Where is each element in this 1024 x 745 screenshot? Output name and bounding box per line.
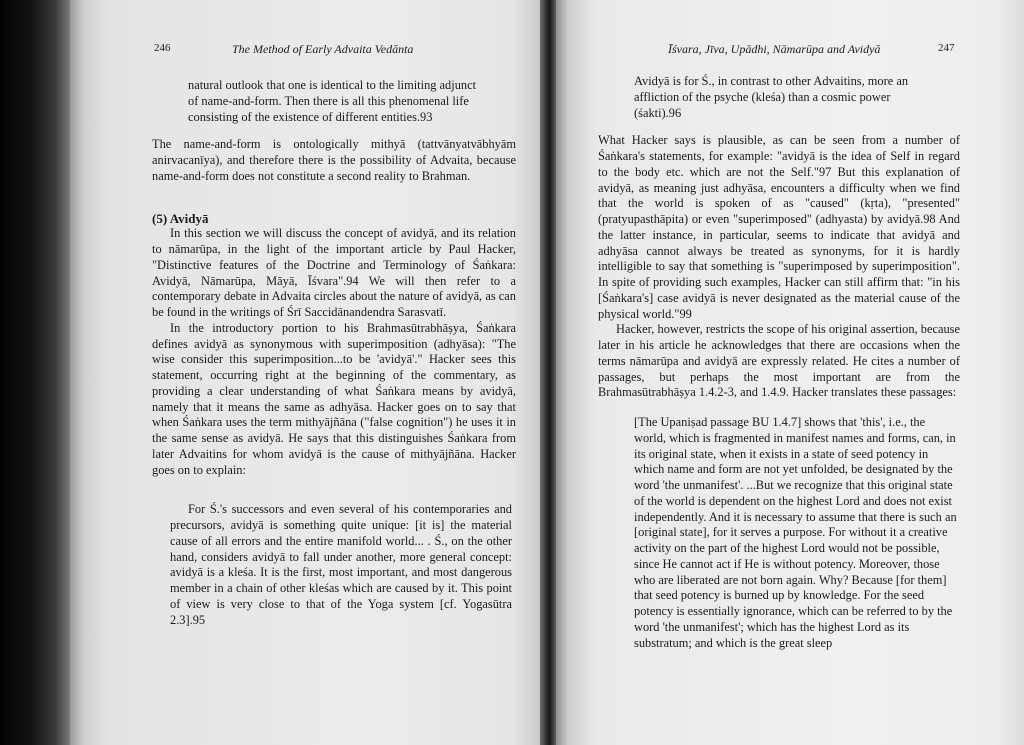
left-continued-quote: natural outlook that one is identical to the limiting adjunct of name-and-form. Then there is all this phenomenal life consisting of the existence of different entities.93 bbox=[188, 78, 477, 124]
left-block-quote: For Ś.'s successors and even several of his contemporaries and precursors, avidyā is something quite unique: [it is] the material cause of all errors and the entire manifold world... . Ś., on the other hand, considers avidyā to fall under another, more general concept: avidyā is a kleśa. It is the first, most important, and most dangerous member in a chain of other kleśas which are caused by it. This point of view is very close to that of the Yoga system [cf. Yogasūtra 2.3].95 bbox=[170, 502, 512, 627]
right-block-quote: [The Upaniṣad passage BU 1.4.7] shows that 'this', i.e., the world, which is fragmented in manifest names and forms, can, in its original state, when it exists in a state of seed potency in which name and form are not yet unfolded, be designated by the word 'the unmanifest'. ...But we recognize that this original state of the world is dependent on the highest Lord and does not exist independently. And it is necessary to assume that there is such an [original state], for it serves a purpose. For without it a creative activity on the part of the highest Lord would not be possible, since He cannot act if He is without potency. Moreover, those who are liberated are not born again. Why? Because [for them] that seed potency is burned up by knowledge. For the seed potency is essentially ignorance, which can be referred to by the word 'the unmanifest'; which has the highest Lord as its substratum; and which is the great sleep bbox=[634, 415, 957, 650]
para-intro-portion: In the introductory portion to his Brahmasūtrabhāṣya, Śaṅkara defines avidyā as synonymous with superimposition (adhyāsa): "The wise consider this superimposition...to be 'avidyā'." Hacker sees this statement, occurring right at the beginning of the commentary, as providing a clear understanding of what Śaṅkara means by avidyā, namely that it means the same as adhyāsa. Hacker goes on to say that when Śaṅkara uses the term mithyājñāna ("false cognition") he uses it in the same sense as avidyā. He says that this distinguishes Śaṅkara from later Advaitins for whom avidyā is the cause of mithyājñāna. Hacker goes on to explain: bbox=[152, 320, 516, 477]
left-running-head: The Method of Early Advaita Vedānta bbox=[232, 42, 414, 56]
right-continued-quote: Avidyā is for Ś., in contrast to other Advaitins, more an affliction of the psyche (kleśa) than a cosmic power (śakti).96 bbox=[634, 74, 909, 120]
left-page-body bbox=[152, 78, 516, 628]
right-page-number: 247 bbox=[938, 42, 955, 54]
section-heading: (5) Avidyā bbox=[152, 210, 209, 226]
right-running-head: Īśvara, Jīva, Upādhi, Nāmarūpa and Avidyā bbox=[668, 42, 881, 56]
para-section-intro: In this section we will discuss the concept of avidyā, and its relation to nāmarūpa, in the light of the important article by Paul Hacker, "Distinctive features of the Doctrine and Terminology of Śaṅkara: Avidyā, Nāmarūpa, Māyā, Īśvara".94 We will then refer to a contemporary debate in Advaita circles about the nature of avidyā, as can be found in the writings of Śrī Saccidānandendra Sarasvatī. bbox=[152, 226, 516, 319]
left-page-number: 246 bbox=[154, 42, 171, 54]
para-plausible: What Hacker says is plausible, as can be seen from a number of Śaṅkara's statements, for example: "avidyā is the idea of Self in regard to the body etc. which are not the Self."97 But this explanation of avidyā, as meaning just adhyāsa, encounters a difficulty when we find that the world is spoken of as "caused" (kṛta), "presented" (pratyupasthāpita) or even "superimposed" (adhyasta) by avidyā.98 And the latter instance, in particular, seems to indicate that avidyā and adhyāsa cannot always be treated as synonyms, for it is hardly intelligible to say that something is "superimposed by superimposition". In spite of providing such examples, Hacker can still affirm that: "in his [Śaṅkara's] case avidyā is never designated as the material cause of the physical world."99 bbox=[598, 133, 960, 321]
para-restricts: Hacker, however, restricts the scope of his original assertion, because later in his article he acknowledges that there are occasions when the terms nāmarūpa and avidyā are expressly related. He cites a number of passages, but perhaps the most important are from the Brahmasūtrabhāṣya 1.4.2-3, and 1.4.9. Hacker translates these passages: bbox=[598, 322, 960, 400]
right-page-body bbox=[598, 74, 960, 651]
para-name-form: The name-and-form is ontologically mithyā (tattvānyatvābhyām anirvacanīya), and therefore there is the possibility of Advaita, because name-and-form does not constitute a second reality to Brahman. bbox=[152, 137, 516, 183]
